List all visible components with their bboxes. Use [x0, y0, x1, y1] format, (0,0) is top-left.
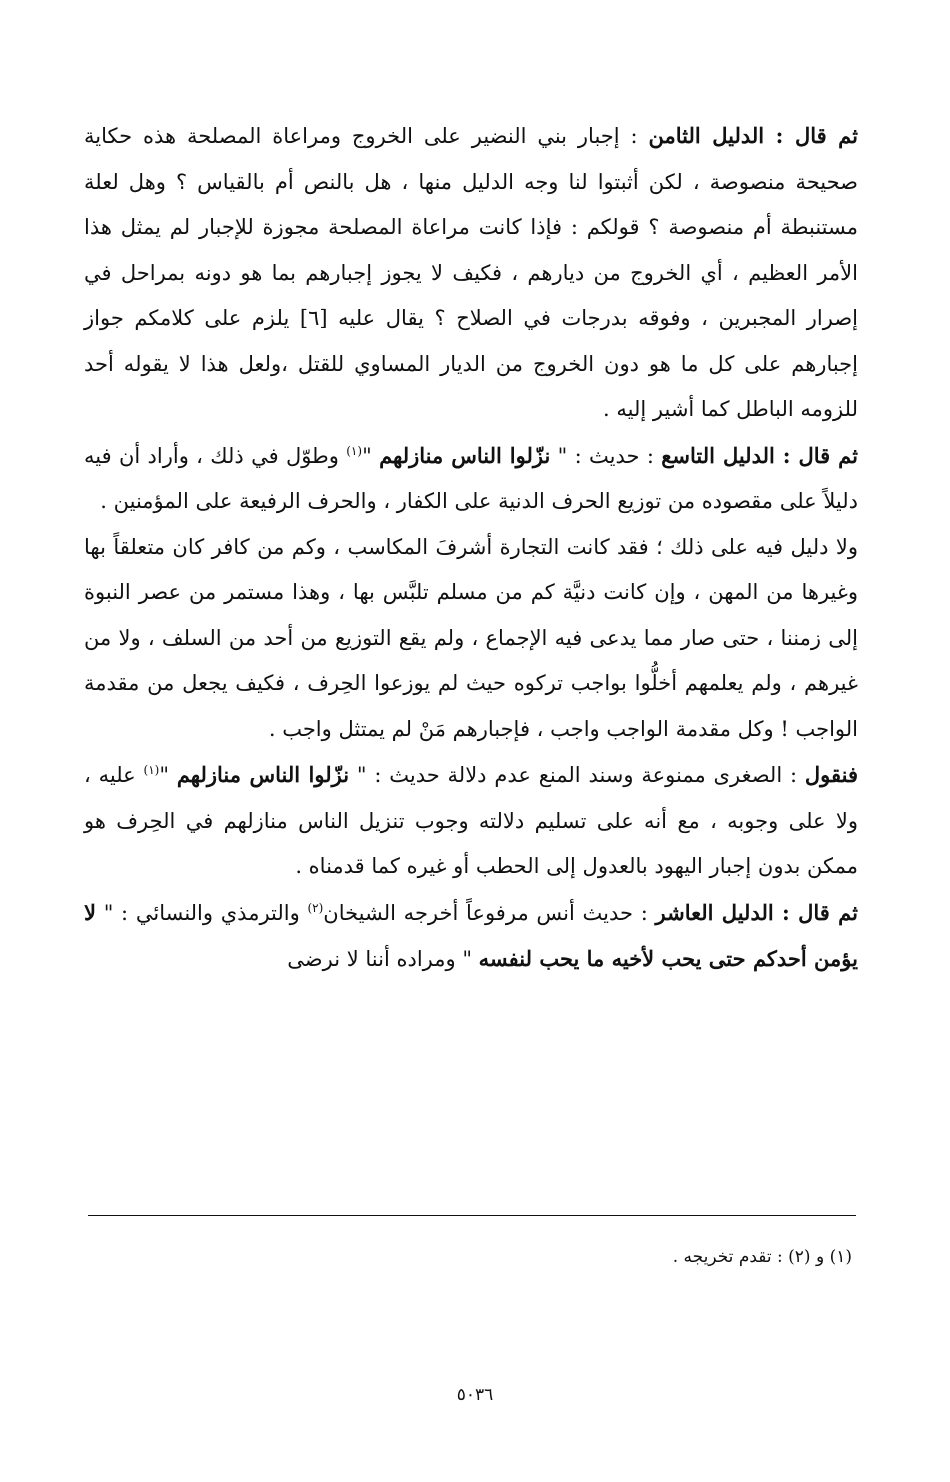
paragraph-text: : إجبار بني النضير على الخروج ومراعاة المصلحة هذه حكاية صحيحة منصوصة ، لكن أثبتوا لنا وجه الدليل منها ، هل بالنص أم بالقياس ؟ وهل لعلة مستنبطة أم منصوصة ؟ قولكم : فإذا كانت مراعاة المصلحة مجوزة للإجبار لم يمثل هذا الأمر العظيم ، أي الخروج من ديارهم ، فكيف لا يجوز إجبارهم بما هو دونه بمراحل في إصرار المجبرين ، وفوقه بدرجات في الصلاح ؟ يقال عليه [٦] يلزم على كلامكم جواز إجبارهم على كل ما هو دون الخروج من الديار المساوي للقتل ،ولعل هذا لا يقوله أحد للزومه الباطل كما أشير إليه . — [84, 124, 859, 421]
paragraph-response — [84, 752, 858, 890]
paragraph-lead: ثم قال : الدليل العاشر — [655, 899, 858, 925]
hadith-quote: نزّلوا الناس منازلهم — [176, 762, 350, 787]
hadith-quote: نزّلوا الناس منازلهم — [379, 442, 551, 468]
paragraph-ninth-evidence — [84, 433, 858, 525]
paragraph-lead: فنقول — [804, 762, 858, 787]
quote-close: " — [462, 947, 479, 971]
quote-close: " — [159, 763, 177, 787]
quote-close: " — [362, 443, 380, 468]
footnote-ref: (١) — [346, 443, 363, 458]
paragraph-text: ومراده أننا لا نرضى — [287, 947, 463, 971]
paragraph-text: ولا دليل فيه على ذلك ؛ فقد كانت التجارة أشرفَ المكاسب ، وكم من كافر كان متعلقاً بها وغيرها من المهن ، وإن كانت دنيَّة كم من مسلم تلبَّس بها ، وهذا مستمر من عصر النبوة إلى زمننا ، حتى صار مما يدعى فيه الإجماع ، ولم يقع التوزيع من أحد من السلف ، ولا من غيرهم ، ولم يعلمهم أخلُّوا بواجب تركوه حيث لم يوزعوا الحِرف ، فكيف يجعل من مقدمة الواجب ! وكل مقدمة الواجب واجب ، فإجبارهم مَنْ لم يمتثل واجب . — [84, 534, 858, 741]
paragraph-text: : حديث : " — [550, 443, 662, 468]
paragraph-text: : حديث أنس مرفوعاً أخرجه الشيخان — [323, 900, 656, 925]
footnote-divider — [88, 1215, 856, 1216]
paragraph-lead: ثم قال : الدليل الثامن — [648, 123, 859, 148]
footnote: (١) و (٢) : تقدم تخريجه . — [672, 1247, 852, 1267]
footnote-ref: (٢) — [307, 900, 324, 915]
paragraph-rebuttal — [84, 525, 858, 753]
footnote-ref: (١) — [143, 763, 160, 777]
paragraph-text: وطوّل في ذلك ، وأراد أن فيه دليلاً على مقصوده من توزيع الحرف الدنية على الكفار ، والحرف الرفيعة على المؤمنين . — [84, 443, 858, 513]
paragraph-eighth-evidence — [84, 113, 858, 433]
hadith-quote: لا يؤمن أحدكم حتى يحب لأخيه ما يحب لنفسه — [84, 899, 858, 971]
paragraph-text: والترمذي والنسائي : " — [95, 900, 308, 925]
paragraph-text: عليه ، ولا على وجوبه ، مع أنه على تسليم دلالته وجوب تنزيل الناس منازلهم في الحِرف هو ممكن بدون إجبار اليهود بالعدول إلى الحطب أو غيره كما قدمناه . — [84, 763, 859, 878]
paragraph-text: : الصغرى ممنوعة وسند المنع عدم دلالة حديث : " — [349, 763, 805, 787]
paragraph-lead: ثم قال : الدليل التاسع — [661, 442, 859, 468]
main-text — [84, 113, 858, 983]
page-number: ٥٠٣٦ — [456, 1385, 494, 1405]
paragraph-tenth-evidence — [84, 890, 858, 983]
